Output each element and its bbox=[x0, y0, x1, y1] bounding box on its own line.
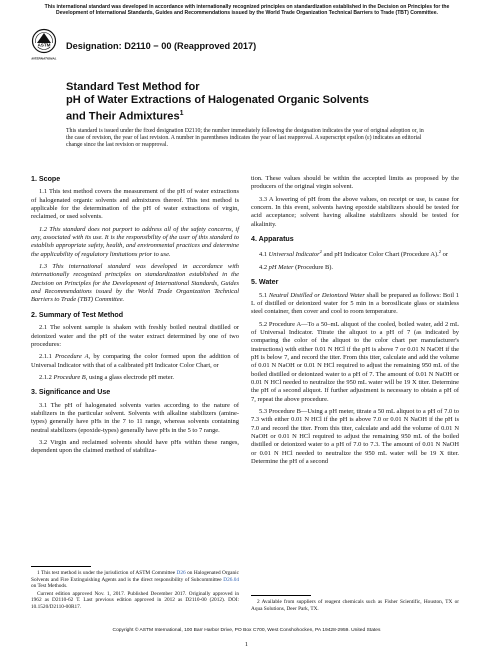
paragraph-4-1 bbox=[251, 248, 459, 259]
copyright-footer: Copyright © ASTM International, 100 Barr Harbor Drive, PO Box C700, West Conshohocken, PA 19428-2959. United States bbox=[112, 628, 381, 633]
footnote-1-text-b: on Halogenated Organic Solvents and Fire Extinguishing Agents and is the direct responsibility of Subcommittee bbox=[31, 570, 239, 583]
footnote-1-text-a: 1 This test method is under the jurisdiction of ASTM Committee bbox=[37, 570, 177, 576]
title-footnote-mark: 1 bbox=[179, 110, 184, 117]
section-heading-water: 5. Water bbox=[251, 278, 279, 287]
paragraph-3-1: 3.1 The pH of halogenated solvents varies according to the nature of stabilizers in the particular solvent. Solvents with alkaline stabilizers (amine-types) generally have pHs in the 7 to 11 range, whereas solvents containing neutral stabilizers (epoxide-types) generally have pHs in the 5 to 7 range. bbox=[31, 401, 239, 434]
paragraph-4-2-lead: 4.2 bbox=[259, 263, 269, 271]
right-column bbox=[251, 175, 459, 470]
paragraph-1-3 bbox=[31, 263, 239, 305]
logo-caption: INTERNATIONAL bbox=[31, 56, 57, 61]
designation: Designation: D2110 − 00 (Reapproved 2017) bbox=[66, 41, 257, 51]
footnote-1-para-1 bbox=[31, 570, 239, 590]
paragraph-4-2 bbox=[251, 264, 459, 272]
footnote-rule-right bbox=[251, 595, 311, 596]
paragraph-4-1-rest: and pH Indicator Color Chart (Procedure A). bbox=[321, 251, 439, 259]
paragraph-4-2-em: pH Meter bbox=[268, 263, 294, 271]
paragraph-3-2: 3.2 Virgin and reclaimed solvents should have pHs within these ranges, dependent upon the claimed method of stabiliza- bbox=[31, 438, 239, 455]
paragraph-4-2-rest: (Procedure B). bbox=[293, 263, 334, 271]
astm-logo bbox=[31, 28, 57, 64]
left-column bbox=[31, 175, 239, 460]
paragraph-2-1: 2.1 The solvent sample is shaken with freshly boiled neutral distilled or deionized water and the pH of the water extract determined by one of two procedures: bbox=[31, 324, 239, 348]
standard-issue-note: This standard is issued under the fixed designation D2110; the number immediately following the designation indicates the year of original adoption or, in the case of revision, the year of last revision. A number in parentheses indicates the year of last reapproval. A superscript epsilon (ε) indicates an editorial change since the last revision or reapproval. bbox=[66, 128, 424, 149]
section-heading-significance: 3. Significance and Use bbox=[31, 388, 111, 397]
paragraph-4-1-sup-2: 2 bbox=[438, 249, 442, 255]
paragraph-5-1-rest: shall be prepared as follows: Boil 1 L of distilled or deionized water for 5 min in a borosilicate glass or stainless steel container, then cover and cool to room temperature. bbox=[251, 291, 460, 316]
paragraph-4-1-sup: 2 bbox=[319, 249, 322, 255]
paragraph-1-3-text: 1.3 This international standard was developed in accordance with internationally recognized principles on standardization established in the Decision on Principles for the Development of International Standards, Guides and Recommendations issued by the World Trade Organization Technical Barriers to Trade (TBT) Committee. bbox=[31, 263, 239, 304]
subcommittee-d26-04-link[interactable]: D26.04 bbox=[223, 576, 239, 583]
section-heading-apparatus: 4. Apparatus bbox=[251, 235, 294, 244]
section-heading-scope: 1. Scope bbox=[31, 175, 61, 183]
paragraph-1-2 bbox=[31, 226, 239, 259]
committee-d26-link[interactable]: D26 bbox=[176, 570, 186, 576]
right-footnotes bbox=[251, 595, 459, 613]
paragraph-5-1 bbox=[251, 292, 459, 317]
title-line-2: pH of Water Extractions of Halogenated Organic Solvents bbox=[66, 94, 369, 106]
footnote-2 bbox=[251, 599, 459, 612]
left-footnotes bbox=[31, 566, 239, 612]
paragraph-2-1-2-lead: 2.1.2 bbox=[39, 373, 54, 381]
paragraph-5-1-em: Neutral Distilled or Deionized Water bbox=[268, 291, 365, 299]
paragraph-2-1-2-rest: using a glass electrode pH meter. bbox=[87, 373, 175, 381]
paragraph-4-1-em: Universal Indicator bbox=[268, 251, 320, 259]
paragraph-2-1-1-lead: 2.1.1 bbox=[39, 353, 55, 361]
section-heading-summary: 2. Summary of Test Method bbox=[31, 310, 124, 319]
wto-notice: This international standard was developed in accordance with internationally recognized principles on standardization established in the Decision on Principles for the Development of International Standards, Guides and Recommendations issued by the World Trade Organization Technical Barriers to Trade (TBT) Committee. bbox=[44, 4, 450, 17]
document-title bbox=[66, 81, 396, 124]
paragraph-2-1-2 bbox=[31, 374, 239, 382]
paragraph-1-1: 1.1 This test method covers the measurement of the pH of water extractions of halogenated organic solvents and admixtures thereof. This test method is applicable for the determination of the pH of water extractions of virgin, reclaimed, or used solvents. bbox=[31, 188, 239, 221]
footnote-1 bbox=[31, 570, 239, 611]
paragraph-5-1-lead: 5.1 bbox=[259, 291, 269, 299]
paragraph-5-3: 5.3 Procedure B—Using a pH meter, titrate a 50 mL aliquot to a pH of 7.0 to 7.3 with either 0.01 N HCl if the pH is above 7.0 or 0.01 N NaOH if the pH is 7.0 and record the titer. From this titer, calculate and add the volume of 0.01 N NaOH or 0.01 N HCl required to adjust the remaining 950 mL of the boiled distilled or deionized water to a pH of 7.0 to 7.3. The amount of 0.01 N NaOH or 0.01 N HCl needed to neutralize the 950 mL water will be 19 X titer. Determine the pH of a second bbox=[251, 408, 459, 466]
page-number: 1 bbox=[244, 641, 249, 648]
paragraph-2-1-1 bbox=[31, 353, 239, 370]
paragraph-1-2-text: 1.2 This standard does not purport to address all of the safety concerns, if any, associated with its use. It is the responsibility of the user of this standard to establish appropriate safety, health, and environmental practices and determine the applicability of regulatory limitations prior to use. bbox=[31, 225, 239, 258]
title-line-1: Standard Test Method for bbox=[66, 81, 200, 93]
paragraph-4-1-end: or bbox=[441, 251, 449, 259]
footnote-1-para-2: Current edition approved Nov. 1, 2017. Published December 2017. Originally approved in 1962 as D2110-62 T. Last previous edition approved in 2012 as D2110-00 (2012). DOI: 10.1520/D2110-00R17. bbox=[31, 590, 239, 610]
paragraph-3-2-continued: tion. These values should be within the accepted limits as proposed by the producers of the original virgin solvent. bbox=[251, 175, 459, 191]
paragraph-4-1-lead: 4.1 bbox=[259, 251, 269, 259]
logo-text: ASTM bbox=[37, 42, 51, 48]
paragraph-2-1-1-em: Procedure A, bbox=[54, 353, 91, 361]
footnote-1-text-c: on Test Methods. bbox=[31, 583, 68, 590]
paragraph-2-1-2-em: Procedure B, bbox=[53, 373, 88, 381]
title-line-3-text: and Their Admixtures bbox=[66, 110, 180, 123]
footnote-rule bbox=[31, 566, 91, 567]
paragraph-2-1-1-rest: by comparing the color formed upon the addition of Universal Indicator with that of a calibrated pH Indicator Color Chart, or bbox=[31, 353, 239, 369]
footnote-2-text: 2 Available from suppliers of reagent chemicals such as Fisher Scientific, Houston, TX or Aqua Solutions, Deer Park, TX. bbox=[251, 599, 459, 612]
title-line-3 bbox=[66, 107, 396, 124]
paragraph-3-3: 3.3 A lowering of pH from the above values, on receipt or use, is cause for concern. In this event, solvents having epoxide stabilizers should be tested for acid acceptance; solvent having alkaline stabilizers should be tested for alkalinity. bbox=[251, 195, 459, 228]
paragraph-5-2: 5.2 Procedure A—To a 50–mL aliquot of the cooled, boiled water, add 2 mL of Universal Indicator. Titrate the aliquot to a pH of 7 (as indicated by comparing the color of the aliquot to the color chart per manufacturer's instructions) with either 0.01 N HCl if the pH is above 7 or 0.01 N NaOH if the pH is below 7, and record the titer. From this titer, calculate and add the volume of 0.01 N NaOH or 0.01 N HCl required to adjust the remaining 950 mL of the boiled distilled or deionized water to a pH of 7. The amount of 0.01 N NaOH or 0.01 N HCl needed to neutralize the 950 mL water will be 19 X titer. Determine the pH of a second aliquot. If further adjustment is necessary to obtain a pH of 7, repeat the above procedure. bbox=[251, 320, 459, 403]
